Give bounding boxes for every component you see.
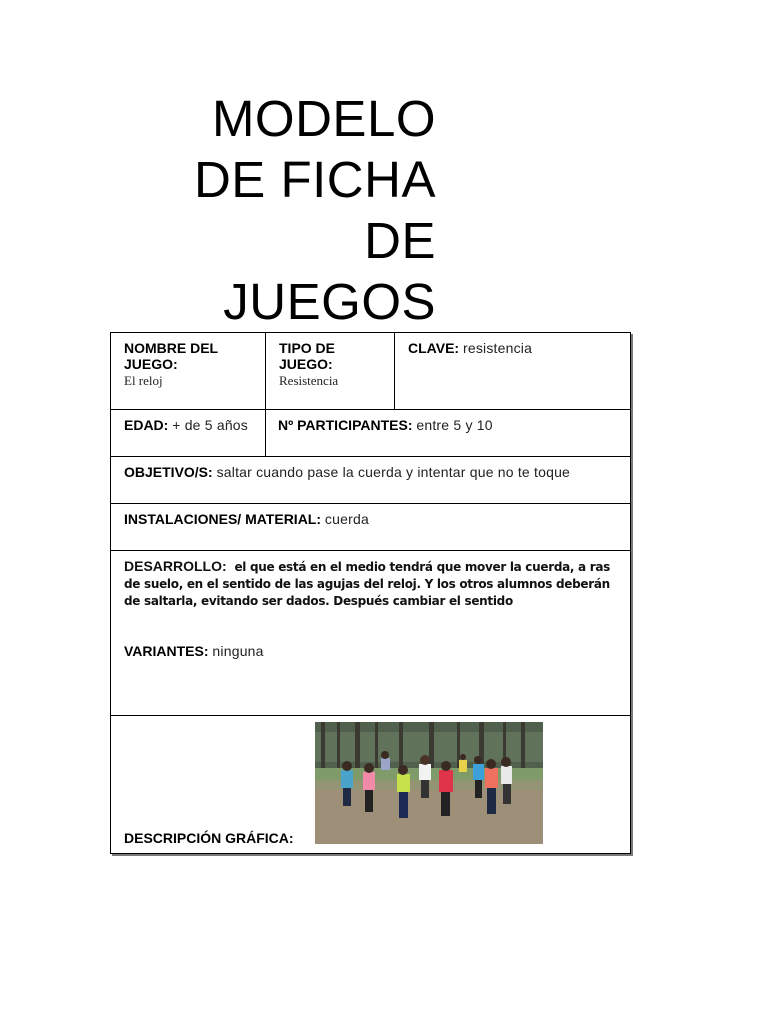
- facilities-label: INSTALACIONES/ MATERIAL:: [124, 511, 322, 527]
- game-name-label: NOMBRE DEL JUEGO:: [124, 340, 218, 372]
- participants-value: entre 5 y 10: [416, 417, 493, 433]
- cell-facilities: [111, 504, 631, 551]
- row-name-type-key: [111, 333, 631, 410]
- cell-objectives: [111, 457, 631, 504]
- row-age-participants: [111, 410, 631, 457]
- game-sheet-table: [110, 332, 631, 854]
- title-line-4: JUEGOS: [223, 273, 436, 330]
- cell-development: [111, 551, 631, 716]
- cell-age: [111, 410, 266, 457]
- game-type-value: Resistencia: [279, 373, 339, 388]
- key-label: CLAVE:: [408, 340, 460, 356]
- row-graphic-description: [111, 716, 631, 854]
- development-value: el que está en el medio tendrá que mover la cuerda, a ras de suelo, en el sentido de las agujas del reloj. Y los otros alumnos deberán de saltarla, evitando ser dados. Después cambiar el sentido: [124, 560, 610, 608]
- graphic-description-label: DESCRIPCIÓN GRÁFICA:: [124, 830, 294, 846]
- row-facilities: [111, 504, 631, 551]
- development-label: DESARROLLO:: [124, 558, 227, 574]
- variants-value: ninguna: [212, 643, 264, 659]
- objectives-label: OBJETIVO/S:: [124, 464, 213, 480]
- game-type-label: TIPO DE JUEGO:: [279, 340, 336, 372]
- objectives-value: saltar cuando pase la cuerda y intentar que no te toque: [216, 464, 571, 480]
- document-title: [160, 88, 436, 332]
- row-objectives: [111, 457, 631, 504]
- cell-key: [395, 333, 631, 410]
- variants-label: VARIANTES:: [124, 643, 209, 659]
- children-playing-photo: [315, 722, 543, 844]
- game-name-value: El reloj: [124, 373, 163, 388]
- facilities-value: cuerda: [324, 511, 369, 527]
- age-label: EDAD:: [124, 417, 169, 433]
- cell-game-type: [266, 333, 395, 410]
- participants-label: Nº PARTICIPANTES:: [278, 417, 413, 433]
- cell-participants: [266, 410, 631, 457]
- cell-graphic-description: [111, 716, 631, 854]
- development-text: [124, 558, 612, 610]
- row-development: [111, 551, 631, 716]
- cell-game-name: [111, 333, 266, 410]
- title-line-1: MODELO: [211, 90, 436, 147]
- age-value: + de 5 años: [172, 417, 248, 433]
- title-line-2: DE FICHA: [193, 151, 436, 208]
- key-value: resistencia: [462, 340, 533, 356]
- title-line-3: DE: [364, 212, 436, 269]
